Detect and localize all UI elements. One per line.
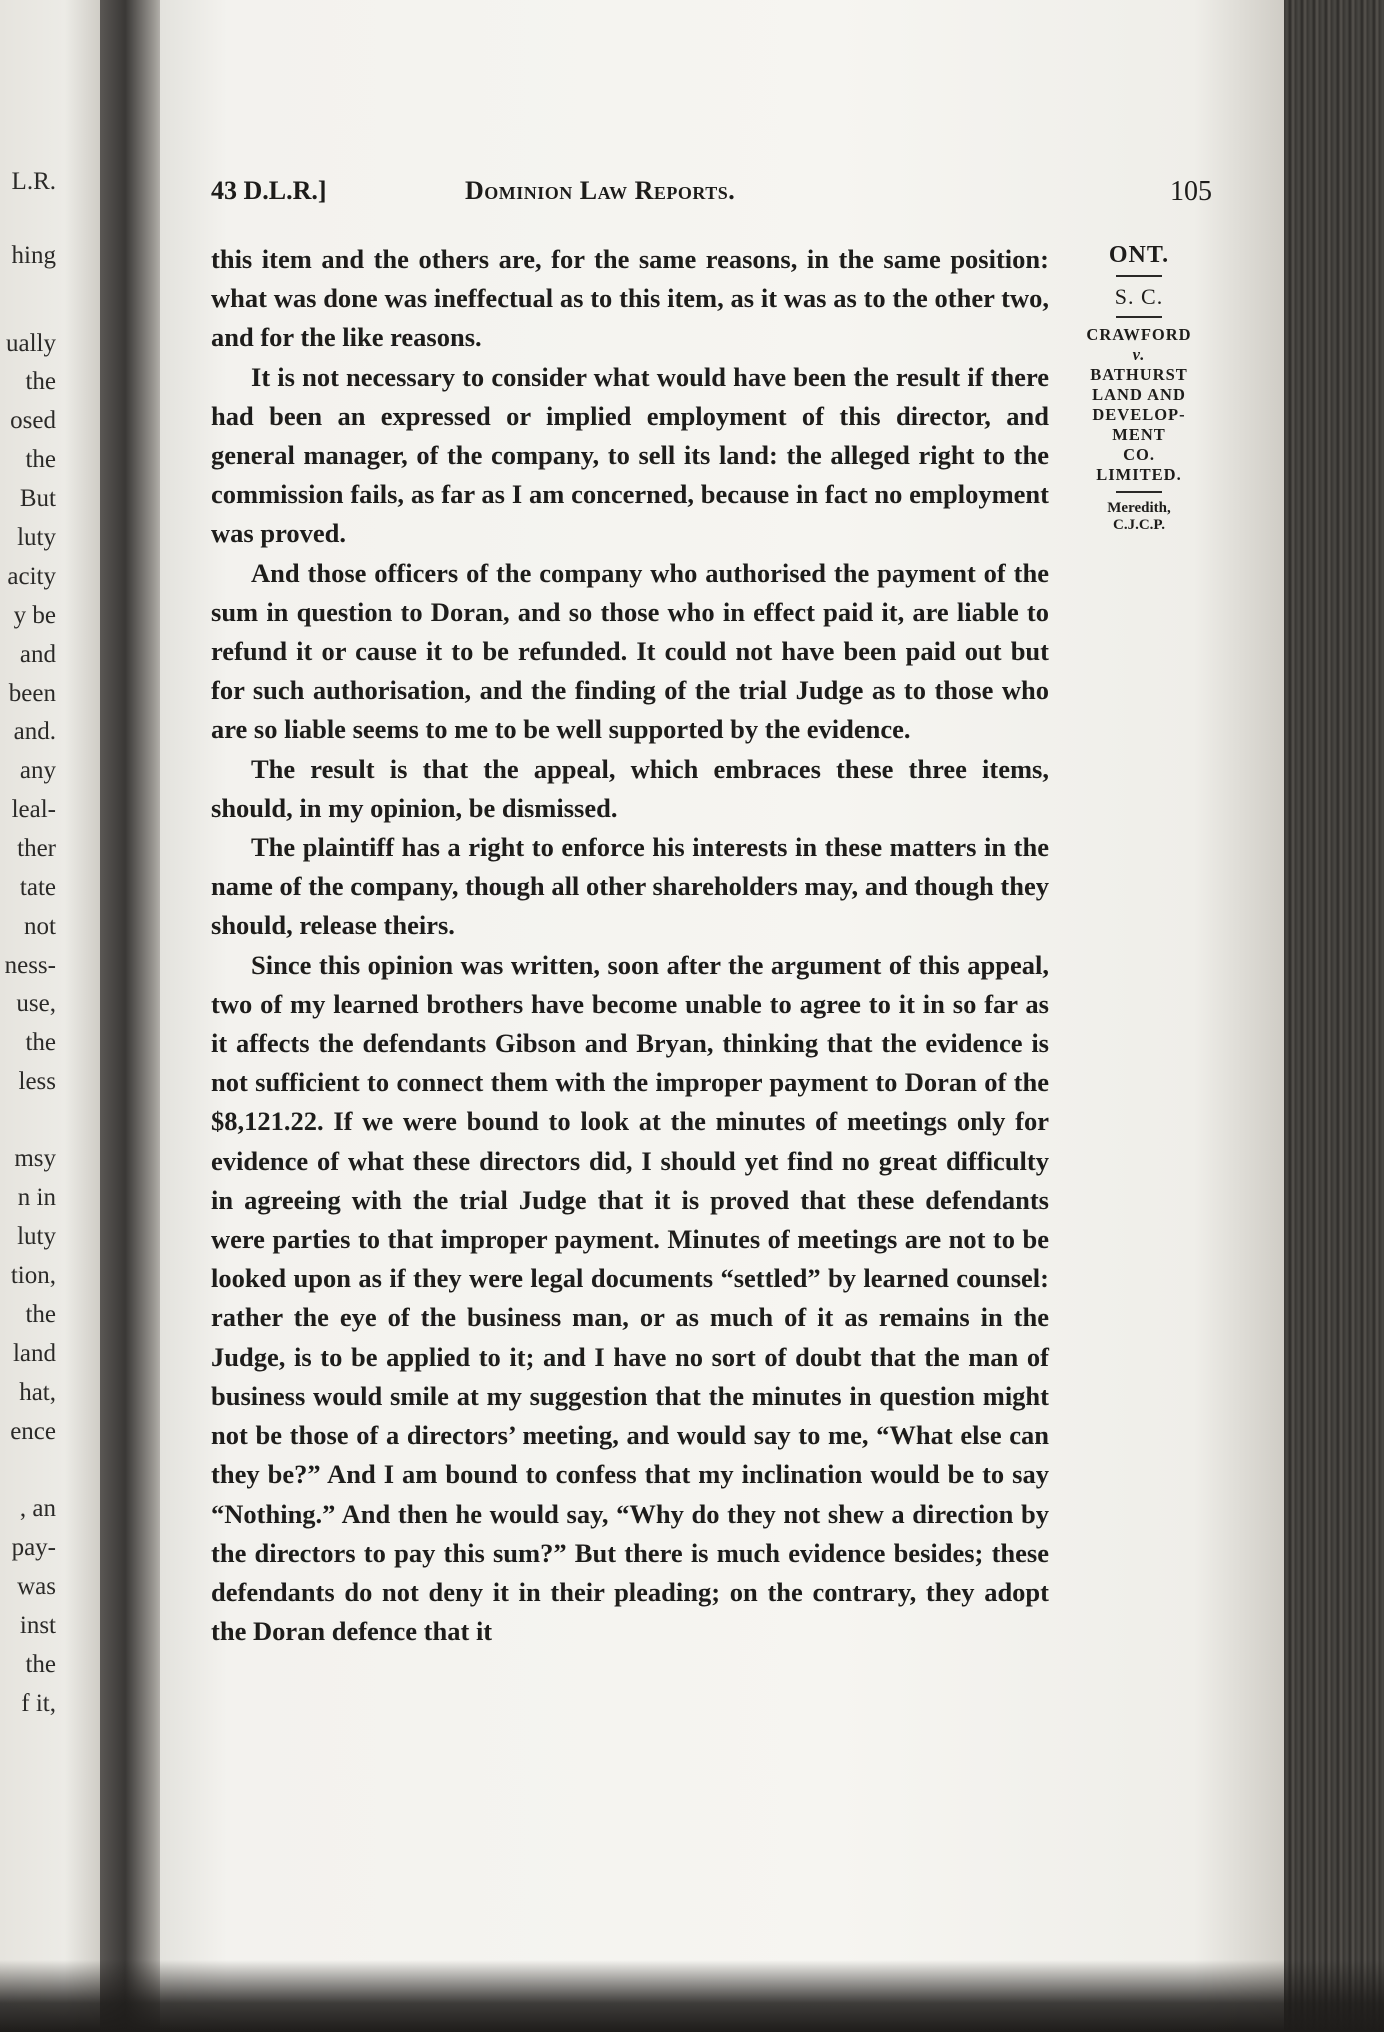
paragraph: The plaintiff has a right to enforce his interests in these matters in the name of the company, though all other shareholders may, and though they should, release theirs.	[211, 832, 1049, 941]
facing-page-fragment: , an	[19, 1495, 56, 1522]
divider	[1116, 275, 1162, 277]
facing-page-fragment: L.R.	[11, 168, 56, 195]
facing-page-fragment: and.	[13, 718, 56, 745]
running-title	[465, 176, 735, 206]
facing-page-fragment: was	[17, 1573, 56, 1600]
facing-page-fragment: less	[18, 1068, 56, 1095]
case-name-line: CRAWFORD	[1086, 325, 1192, 344]
facing-page-fragment: the	[25, 446, 56, 473]
facing-page	[0, 0, 108, 2032]
facing-page-fragment: use,	[16, 990, 56, 1017]
facing-page-fragment: hing	[11, 242, 56, 269]
case-name-line: LAND AND	[1092, 385, 1186, 404]
facing-page-fragment: and	[19, 641, 56, 668]
facing-page-fragment: osed	[10, 407, 56, 434]
marginal-note	[1074, 242, 1204, 534]
paragraph: It is not necessary to consider what would have been the result if there had been an expressed or implied employment of this director, and general manager, of the company, to sell its land: the alleged right to the commission fails, as far as I am concerned, because in fact no employment was proved.	[211, 361, 1049, 549]
divider	[1116, 491, 1162, 493]
bottom-shadow	[0, 1960, 1384, 2032]
facing-page-fragment: f it,	[21, 1690, 56, 1717]
facing-page-fragment: ually	[6, 330, 56, 357]
facing-page-fragment: msy	[14, 1145, 56, 1172]
case-name-line: MENT	[1112, 425, 1166, 444]
province-label: ONT.	[1108, 242, 1170, 268]
court-label: S. C.	[1114, 284, 1164, 309]
paragraph: And those officers of the company who authorised the payment of the sum in question to Doran, and so those who in effect paid it, are liable to refund it or cause it to be refunded. It could not have been paid out but for such authorisation, and the finding of the trial Judge as to those who are so liable seems to me to be well supported by the evidence.	[211, 557, 1049, 745]
facing-page-fragment: ther	[17, 835, 56, 862]
volume-reference: 43 D.L.R.]	[211, 176, 327, 205]
paragraph: Since this opinion was written, soon after the argument of this appeal, two of my learned brothers have become unable to agree to it in so far as it affects the defendants Gibson and Bryan, thinking that the evidence is not sufficient to connect them with the improper payment to Doran of the $8,121.22. If we were bound to look at the minutes of meetings only for evidence of what these directors did, I should yet find no great difficulty in agreeing with the trial Judge that it is proved that these defendants were parties to that improper payment. Minutes of meetings are not to be looked upon as if they were legal documents “settled” by learned counsel: rather the eye of the business man, or as much of it as remains in the Judge, is to be applied to it; and I have no sort of doubt that the man of business would smile at my suggestion that the minutes in question might not be those of a directors’ meeting, and would say to me, “What else can they be?” And I am bound to confess that my inclination would be to say “Nothing.” And then he would say, “Why do they not shew a direction by the directors to pay this sum?” But there is much evidence besides; these defendants do not deny it in their pleading; on the contrary, they adopt the Doran defence that it	[211, 949, 1049, 1647]
facing-page-fragment: the	[25, 368, 56, 395]
judgment-text	[211, 240, 1049, 1651]
page-edges	[1284, 0, 1384, 2032]
case-name	[1074, 325, 1204, 485]
case-name-line: CO.	[1123, 445, 1155, 464]
case-name-line: DEVELOP-	[1092, 405, 1186, 424]
facing-page-fragment: land	[12, 1340, 56, 1367]
facing-page-fragment: ence	[10, 1418, 56, 1445]
judge-name	[1074, 500, 1204, 534]
case-name-line: LIMITED.	[1096, 465, 1182, 484]
judge-name-line: Meredith,	[1107, 500, 1171, 516]
facing-page-fragment: ness-	[4, 952, 56, 979]
facing-page-fragment: luty	[17, 1223, 56, 1250]
facing-page-fragment: been	[8, 680, 56, 707]
divider	[1116, 316, 1162, 318]
facing-page-fragment: But	[19, 485, 56, 512]
facing-page-fragment: hat,	[19, 1379, 56, 1406]
facing-page-fragment: not	[24, 913, 56, 940]
facing-page-fragment: any	[19, 757, 56, 784]
facing-page-fragment: the	[25, 1029, 56, 1056]
facing-page-fragment: luty	[17, 524, 56, 551]
judge-name-line: C.J.C.P.	[1113, 517, 1165, 533]
facing-page-fragment: tate	[19, 874, 56, 901]
facing-page-fragment: inst	[19, 1612, 56, 1639]
facing-page-text-fragments	[0, 0, 56, 2032]
facing-page-fragment: pay-	[11, 1534, 56, 1561]
facing-page-fragment: acity	[7, 563, 56, 590]
case-name-line: BATHURST	[1090, 365, 1188, 384]
facing-page-fragment: tion,	[10, 1262, 56, 1289]
facing-page-fragment: y be	[13, 602, 56, 629]
paragraph: this item and the others are, for the same reasons, in the same position: what was done was ineffectual as to this item, as it was as to the other two, and for the like reasons.	[211, 244, 1049, 353]
facing-page-fragment: leal-	[11, 796, 56, 823]
facing-page-fragment: n in	[17, 1184, 56, 1211]
facing-page-fragment: the	[25, 1651, 56, 1678]
case-name-line: v.	[1132, 345, 1146, 364]
paragraph: The result is that the appeal, which embraces these three items, should, in my opinion, be dismissed.	[211, 753, 1049, 823]
running-title-text: Dominion Law Reports.	[465, 176, 736, 205]
facing-page-fragment: the	[25, 1301, 56, 1328]
page-number: 105	[1170, 176, 1212, 207]
